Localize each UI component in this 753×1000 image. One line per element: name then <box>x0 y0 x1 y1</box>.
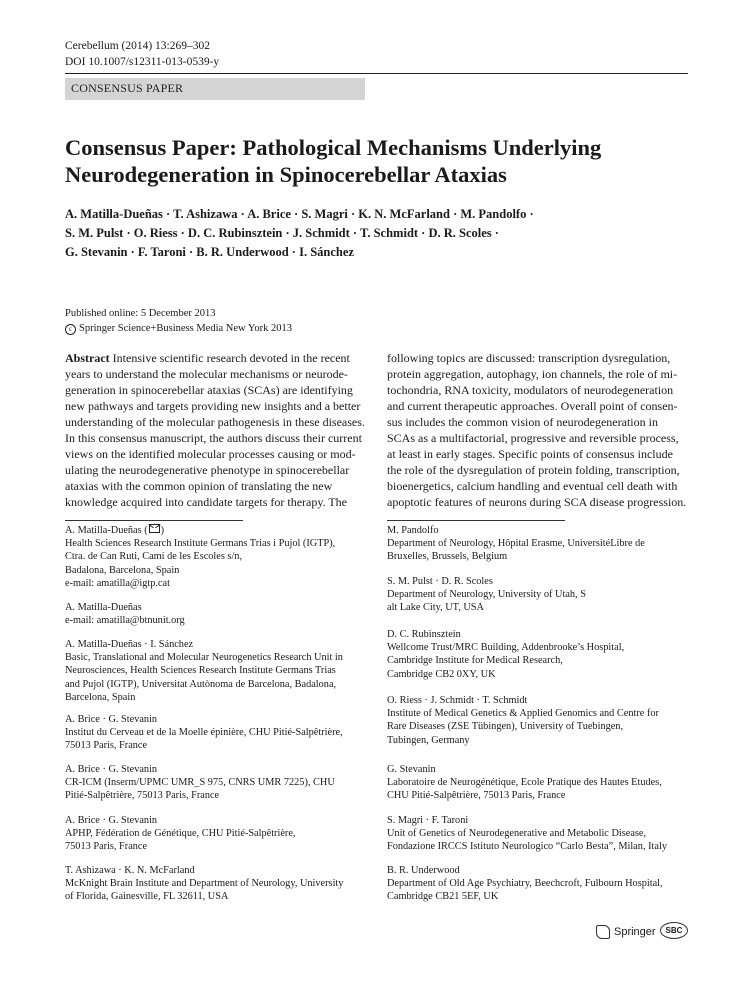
affiliation-block <box>65 638 367 704</box>
author-line: G. Stevanin · F. Taroni · B. R. Underwood · I. Sánchez <box>65 245 354 259</box>
affiliation-line: CR-ICM (Inserm/UPMC UMR_S 975, CNRS UMR 7225), CHU <box>65 777 335 789</box>
email-link[interactable]: e-mail: amatilla@btnunit.org <box>65 615 185 627</box>
abstract-line: protein aggregation, autophagy, ion channels, the role of mi- <box>387 367 678 381</box>
affiliation-block <box>65 601 367 627</box>
abstract-line: ataxias with the common opinion of translating the new <box>65 479 333 493</box>
title-line: Consensus Paper: Pathological Mechanisms Underlying <box>65 135 602 160</box>
affiliation-line: Fondazione IRCCS Istituto Neurologico “Carlo Besta”, Milan, Italy <box>387 841 667 853</box>
affiliation-block <box>387 694 689 747</box>
copyright-icon: c <box>65 324 76 335</box>
affiliation-line: Department of Old Age Psychiatry, Beechcroft, Fulbourn Hospital, <box>387 878 663 890</box>
affiliation-line: Barcelona, Spain <box>65 691 136 703</box>
affiliation-line: alt Lake City, UT, USA <box>387 602 484 614</box>
abstract-line: at least in early stages. Specific points of consensus include <box>387 447 673 461</box>
copyright-text: Springer Science+Business Media New York 2013 <box>79 323 292 334</box>
affiliation-line: Institute of Medical Genetics & Applied Genomics and Centre for <box>387 708 659 720</box>
paper-title <box>65 134 685 188</box>
affiliation-author-suffix: ) <box>160 525 165 536</box>
affiliation-separator <box>65 520 243 521</box>
affiliation-line: 75013 Paris, France <box>65 841 148 853</box>
affiliation-line: Badalona, Barcelona, Spain <box>65 564 180 576</box>
affiliation-names: B. R. Underwood <box>387 865 460 876</box>
sbc-badge: SBC <box>660 922 688 939</box>
abstract-line: views on the identified molecular processes causing or mod- <box>65 447 356 461</box>
abstract-line: apoptotic features of neurons during SCA disease progression. <box>387 495 687 509</box>
affiliation-line: and Pujol (IGTP), Universitat Autònoma de Barcelona, Badalona, <box>65 678 337 690</box>
affiliation-line: Unit of Genetics of Neurodegenerative and Metabolic Disease, <box>387 828 647 840</box>
published-date: Published online: 5 December 2013 <box>65 308 216 319</box>
journal-header <box>65 38 219 70</box>
affiliation-line: Department of Neurology, University of Utah, S <box>387 589 586 601</box>
affiliation-author: A. Matilla-Dueñas ( <box>65 525 148 536</box>
affiliation-block <box>65 524 367 590</box>
affiliation-names: O. Riess · J. Schmidt · T. Schmidt <box>387 695 528 706</box>
affiliation-block <box>65 713 367 753</box>
affiliation-line: Basic, Translational and Molecular Neurogenetics Research Unit in <box>65 652 343 664</box>
abstract-line: tochondria, RNA toxicity, modulators of neurodegeneration <box>387 383 674 397</box>
author-list <box>65 205 685 262</box>
affiliation-names: D. C. Rubinsztein <box>387 629 461 640</box>
affiliation-block <box>387 814 689 854</box>
affiliation-line: Wellcome Trust/MRC Building, Addenbrooke’s Hospital, <box>387 642 625 654</box>
abstract-line: the role of the dysregulation of protein folding, transcription, <box>387 463 680 477</box>
affiliation-line: Cambridge CB2 0XY, UK <box>387 668 496 680</box>
affiliation-block <box>65 864 367 904</box>
publisher-footer <box>596 925 656 939</box>
affiliation-line: Neurosciences, Health Sciences Research Institute Germans Trias <box>65 665 336 677</box>
article-type-bar <box>65 78 365 100</box>
affiliation-names: A. Brice · G. Stevanin <box>65 815 158 826</box>
affiliation-line: Cambridge CB21 5EF, UK <box>387 891 499 903</box>
affiliation-line: APHP, Fédération de Génétique, CHU Pitié-Salpêtrière, <box>65 828 296 840</box>
journal-citation: Cerebellum (2014) 13:269–302 <box>65 40 211 52</box>
affiliation-separator <box>387 520 565 521</box>
abstract-line: years to understand the molecular mechanisms or neurode- <box>65 367 348 381</box>
affiliation-names: M. Pandolfo <box>387 525 439 536</box>
affiliation-line: 75013 Paris, France <box>65 740 148 752</box>
affiliation-line: CHU Pitié-Salpêtrière, 75013 Paris, France <box>387 790 566 802</box>
email-link[interactable]: e-mail: amatilla@igtp.cat <box>65 577 170 589</box>
affiliation-line: McKnight Brain Institute and Department of Neurology, University <box>65 878 344 890</box>
affiliation-block <box>387 864 689 904</box>
affiliation-names <box>65 524 367 537</box>
publisher-name: Springer <box>614 926 656 938</box>
affiliation-line: Rare Diseases (ZSE Tübingen), University of Tuebingen, <box>387 721 624 733</box>
affiliation-line: Health Sciences Research Institute Germans Trias i Pujol (IGTP), <box>65 538 336 550</box>
affiliation-block <box>65 814 367 854</box>
affiliation-line: Ctra. de Can Ruti, Camí de les Escoles s/n, <box>65 551 243 563</box>
affiliation-names: A. Brice · G. Stevanin <box>65 714 158 725</box>
envelope-icon[interactable] <box>149 524 160 533</box>
affiliation-block <box>387 628 689 681</box>
abstract-line: new pathways and targets providing new insights and a better <box>65 399 361 413</box>
affiliation-names: G. Stevanin <box>387 764 436 775</box>
abstract-line: understanding of the molecular pathogenesis in these diseases. <box>65 415 365 429</box>
springer-horse-icon <box>596 925 610 939</box>
affiliation-names: A. Brice · G. Stevanin <box>65 764 158 775</box>
abstract-right-column <box>387 350 687 510</box>
abstract-line: generation in spinocerebellar ataxias (SCAs) are identifying <box>65 383 353 397</box>
abstract-line: and current therapeutic approaches. Overall point of consen- <box>387 399 678 413</box>
abstract-line: SCAs as a multifactorial, progressive and reversible process, <box>387 431 679 445</box>
affiliation-block <box>65 763 367 803</box>
abstract-line: bioenergetics, calcium handling and eventual cell death with <box>387 479 678 493</box>
abstract-line: following topics are discussed: transcription dysregulation, <box>387 351 671 365</box>
abstract-line: sus includes the common vision of neurodegeneration in <box>387 415 658 429</box>
journal-doi: DOI 10.1007/s12311-013-0539-y <box>65 56 220 68</box>
abstract-line: ulating the neurodegenerative phenotype in spinocerebellar <box>65 463 350 477</box>
affiliation-names: A. Matilla-Dueñas <box>65 602 142 613</box>
abstract-line: In this consensus manuscript, the authors discuss their current <box>65 431 362 445</box>
affiliation-line: Institut du Cerveau et de la Moelle épinière, CHU Pitié-Salpêtrière, <box>65 727 343 739</box>
abstract-line: knowledge acquired into candidate targets for therapy. The <box>65 495 348 509</box>
abstract-heading: Abstract <box>65 351 110 365</box>
affiliation-block <box>387 575 689 615</box>
affiliation-names: T. Ashizawa · K. N. McFarland <box>65 865 195 876</box>
affiliation-line: Tubingen, Germany <box>387 734 470 746</box>
affiliation-block <box>387 763 689 803</box>
publication-info <box>65 306 292 336</box>
affiliation-line: Pitié-Salpêtrière, 75013 Paris, France <box>65 790 220 802</box>
affiliation-line: Department of Neurology, Hôpital Erasme, UniversitéLibre de <box>387 538 645 550</box>
affiliation-line: of Florida, Gainesville, FL 32611, USA <box>65 891 229 903</box>
affiliation-block <box>387 524 689 564</box>
affiliation-names: S. M. Pulst · D. R. Scoles <box>387 576 493 587</box>
copyright-line <box>65 321 292 336</box>
affiliation-names: A. Matilla-Dueñas · I. Sánchez <box>65 639 194 650</box>
affiliation-line: Bruxelles, Brussels, Belgium <box>387 551 508 563</box>
title-line: Neurodegeneration in Spinocerebellar Ataxias <box>65 162 507 187</box>
abstract-left-column <box>65 350 365 510</box>
author-line: A. Matilla-Dueñas · T. Ashizawa · A. Brice · S. Magri · K. N. McFarland · M. Pandolfo · <box>65 207 534 221</box>
affiliation-names: S. Magri · F. Taroni <box>387 815 469 826</box>
article-type-label: CONSENSUS PAPER <box>71 81 184 95</box>
affiliation-line: Laboratoire de Neurogénétique, Ecole Pratique des Hautes Etudes, <box>387 777 662 789</box>
author-line: S. M. Pulst · O. Riess · D. C. Rubinsztein · J. Schmidt · T. Schmidt · D. R. Scoles · <box>65 226 499 240</box>
affiliation-line: Cambridge Institute for Medical Research, <box>387 655 563 667</box>
abstract-line <box>65 350 365 366</box>
abstract-line-text: Intensive scientific research devoted in the recent <box>112 351 350 365</box>
header-rule <box>65 73 688 74</box>
